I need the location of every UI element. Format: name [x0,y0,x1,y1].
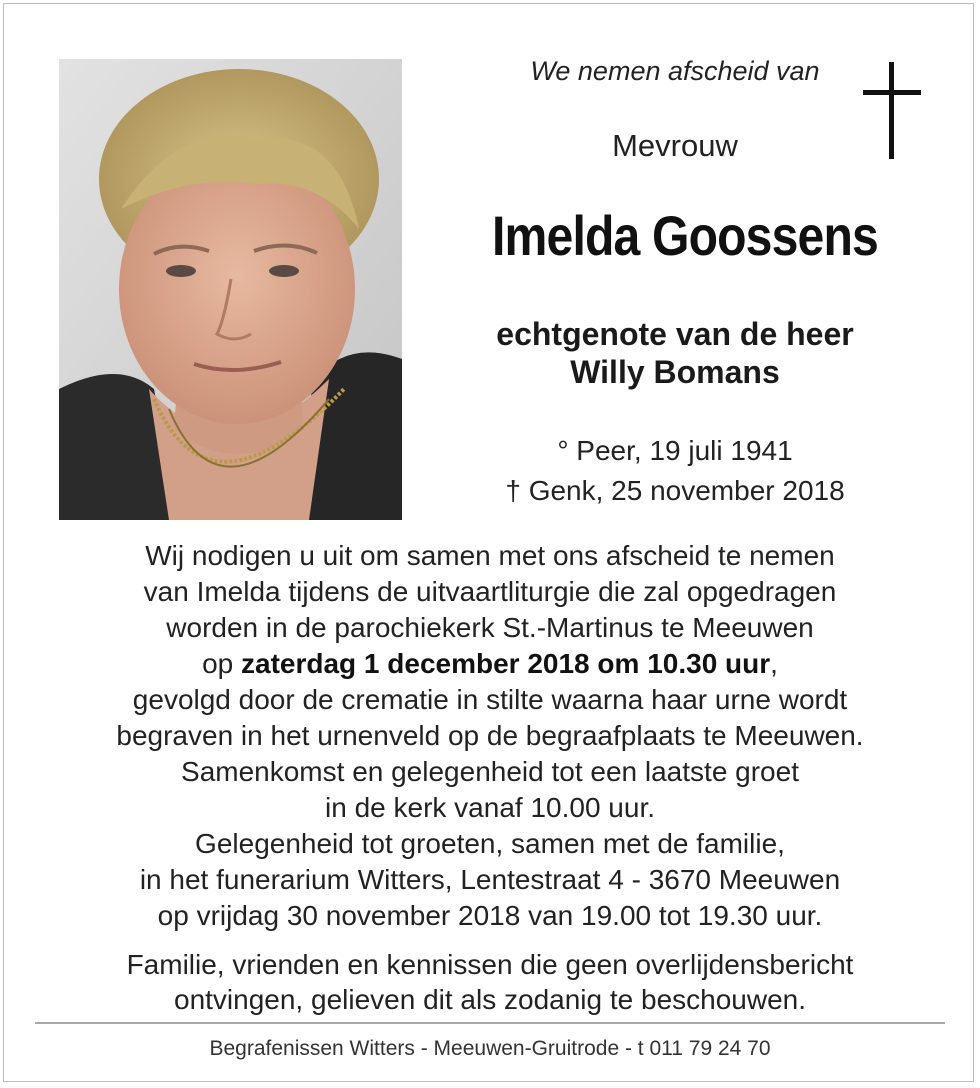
death-date-line [430,471,920,511]
closing-line: ontvingen, gelieven dit als zodanig te beschouwen. [174,984,806,1015]
death-cross-icon: † [505,475,521,506]
invitation-line: Gelegenheid tot groeten, samen met de familie, [195,828,785,859]
ceremony-datetime: zaterdag 1 december 2018 om 10.30 uur [241,648,771,679]
portrait-photo [59,59,402,520]
spouse-line: echtgenote van de heer [496,316,854,352]
life-dates [430,431,920,511]
funeral-home-footer: Begrafenissen Witters - Meeuwen-Gruitrode - t 011 79 24 70 [209,1037,771,1060]
birth-date: ° Peer, 19 juli 1941 [557,435,793,466]
invitation-line: op vrijdag 30 november 2018 van 19.00 tot 19.30 uur. [157,900,823,931]
honorific: Mevrouw [612,128,738,163]
closing-line: Familie, vrienden en kennissen die geen overlijdensbericht [126,949,854,980]
spouse-name: Willy Bomans [570,354,780,390]
invitation-line: gevolgd door de crematie in stilte waarna haar urne wordt [132,684,848,715]
ceremony-datetime-line [40,646,940,682]
footer-divider [35,1022,945,1024]
closing-text [40,947,940,1017]
intro-text: We nemen afscheid van [530,56,820,86]
spouse-info [430,315,920,391]
ceremony-prefix: op [202,648,241,679]
invitation-line: in het funerarium Witters, Lentestraat 4 - 3670 Meeuwen [139,864,841,895]
ceremony-suffix: , [770,648,778,679]
death-date: Genk, 25 november 2018 [528,475,845,506]
invitation-line: worden in de parochiekerk St.-Martinus te Meeuwen [166,612,814,643]
invitation-line: begraven in het urnenveld op de begraafplaats te Meeuwen. [116,720,864,751]
deceased-name: Imelda Goossens [492,204,878,267]
invitation-line: Samenkomst en gelegenheid tot een laatste groet [181,756,799,787]
invitation-text [40,538,940,934]
invitation-line: Wij nodigen u uit om samen met ons afscheid te nemen [145,540,835,571]
invitation-line: in de kerk vanaf 10.00 uur. [325,792,655,823]
invitation-line: van Imelda tijdens de uitvaartliturgie die zal opgedragen [143,576,837,607]
